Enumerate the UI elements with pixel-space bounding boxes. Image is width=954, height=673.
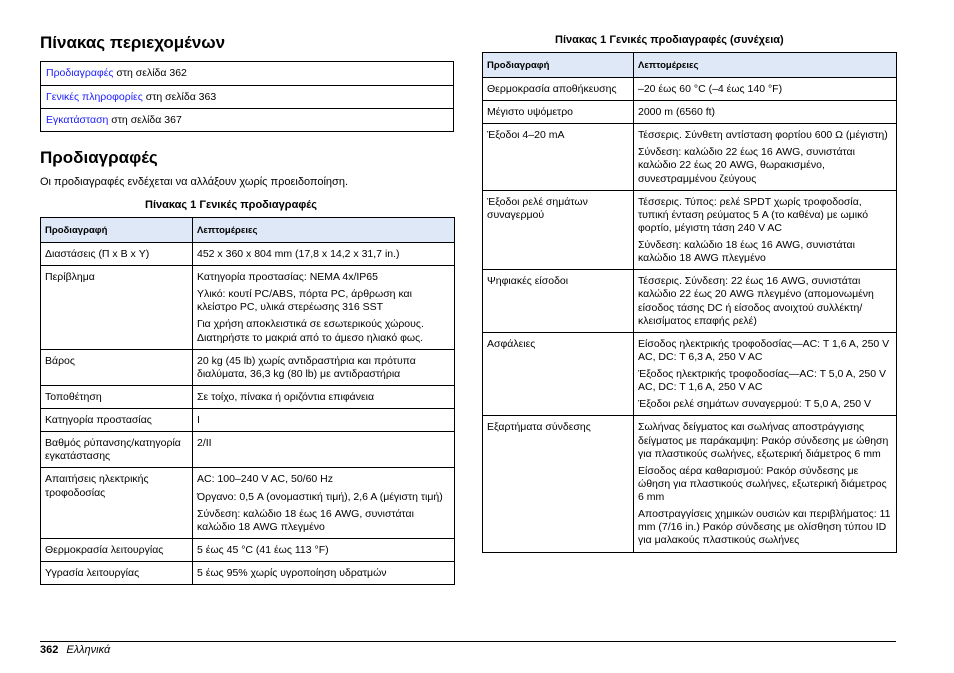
detail-line: Κατηγορία προστασίας: NEMA 4x/IP65 [197,271,378,283]
spec-name-cell: Έξοδοι 4–20 mA [483,124,634,191]
detail-line: 5 έως 95% χωρίς υγροποίηση υδρατμών [197,567,387,579]
page-number: 362 [40,644,59,656]
spec-name-cell: Βαθμός ρύπανσης/κατηγορία εγκατάστασης [41,432,193,468]
table-row [483,416,897,552]
detail-line: –20 έως 60 °C (–4 έως 140 °F) [638,82,783,95]
table-caption-left: Πίνακας 1 Γενικές προδιαγραφές [145,199,317,211]
spec-name-cell: Διαστάσεις (Π x Β x Υ) [41,242,193,265]
spec-details-cell [193,242,455,265]
detail-line: Είσοδος αέρα καθαρισμού: Ρακόρ σύνδεσης με ώθηση για πλαστικούς σωλήνες, εξωτερική διάμετρος 6 mm [638,464,887,503]
table-row [41,242,455,265]
spec-name-cell: Περίβλημα [41,266,193,350]
detail-line: Σύνδεση: καλώδιο 18 έως 16 AWG, συνιστάται καλώδιο 18 AWG πλεγμένο [638,239,855,265]
detail-line: Τέσσερις. Σύνδεση: 22 έως 16 AWG, συνιστάται καλώδιο 22 έως 20 AWG πλεγμένο (απομονωμένη είσοδος τάσης DC ή είσοδος ανοιχτού συλλέκτη/κλεισίματος επαφής ρελέ) [638,275,874,327]
header-details: Λεπτομέρειες [634,53,897,78]
table-row [41,562,455,585]
footer-language: Ελληνικά [66,644,111,656]
spec-name-cell: Ασφάλειες [483,332,634,416]
detail-line: Σύνδεση: καλώδιο 22 έως 16 AWG, συνιστάται καλώδιο 22 έως 20 AWG, θωρακισμένο, συνεστραμμένου ζεύγους [638,146,855,185]
spec-details-cell [634,270,897,333]
detail-line: 452 x 360 x 804 mm (17,8 x 14,2 x 31,7 in.) [197,247,400,260]
spec-details-cell [193,562,455,585]
table-row [483,101,897,124]
table-row [483,190,897,270]
toc-item-page: στη σελίδα 362 [113,67,187,79]
table-row [41,468,455,539]
toc-link-installation[interactable]: Εγκατάσταση [46,114,109,126]
table-row [483,77,897,100]
detail-line: Αποστραγγίσεις χημικών ουσιών και περιβλήματος: 11 mm (7/16 in.) Ρακόρ σύνδεσης με ολίσθηση τύπου ID για μαλακούς πλαστικούς σωλήνες [638,508,891,547]
detail-line: Για χρήση αποκλειστικά σε εσωτερικούς χώρους. Διατηρήστε το μακριά από το άμεσο ηλιακό φως. [197,318,424,344]
detail-line: Έξοδοι ρελέ σημάτων συναγερμού: T 5,0 A, 250 V [638,398,871,411]
spec-name-cell: Τοποθέτηση [41,385,193,408]
detail-line: Υλικό: κουτί PC/ABS, πόρτα PC, άρθρωση και κλείστρο PC, υλικά στερέωσης 316 SST [197,288,412,314]
table-row [483,124,897,191]
spec-name-cell: Βάρος [41,349,193,385]
spec-details-cell [634,416,897,552]
spec-details-cell [634,124,897,191]
table-header-row [41,218,455,243]
intro-text: Οι προδιαγραφές ενδέχεται να αλλάξουν χωρίς προειδοποίηση. [40,176,348,188]
spec-name-cell: Υγρασία λειτουργίας [41,562,193,585]
detail-line: Έξοδος ηλεκτρικής τροφοδοσίας—AC: T 5,0 A, 250 V AC, DC: T 1,6 A, 250 V AC [638,368,887,394]
toc-item-page: στη σελίδα 363 [142,91,217,103]
spec-details-cell [193,385,455,408]
spec-name-cell: Απαιτήσεις ηλεκτρικής τροφοδοσίας [41,468,193,539]
detail-line: Σε τοίχο, πίνακα ή οριζόντια επιφάνεια [197,390,375,403]
spec-details-cell [193,468,455,539]
table-row [41,432,455,468]
toc-link-specifications[interactable]: Προδιαγραφές [46,67,114,79]
spec-details-cell [193,349,455,385]
table-row [41,409,455,432]
spec-name-cell: Θερμοκρασία λειτουργίας [41,538,193,561]
detail-line: 20 kg (45 lb) χωρίς αντιδραστήρια και πρότυπα διαλύματα, 36,3 kg (80 lb) με αντιδραστήρια [197,354,416,380]
page-footer [40,644,110,658]
section-title: Προδιαγραφές [40,148,158,167]
spec-name-cell: Μέγιστο υψόμετρο [483,101,634,124]
spec-table-right [482,52,897,553]
spec-details-cell [634,190,897,270]
spec-details-cell [634,77,897,100]
header-spec: Προδιαγραφή [483,53,634,78]
detail-line: I [197,414,200,426]
header-details: Λεπτομέρειες [193,218,455,243]
spec-details-cell [193,432,455,468]
header-spec: Προδιαγραφή [41,218,193,243]
table-header-row [483,53,897,78]
detail-line: AC: 100–240 V AC, 50/60 Hz [197,473,334,486]
spec-details-cell [193,409,455,432]
footer-divider [40,641,896,642]
detail-line: 2000 m (6560 ft) [638,106,716,118]
spec-name-cell: Έξοδοι ρελέ σημάτων συναγερμού [483,190,634,270]
detail-line: Όργανο: 0,5 A (ονομαστική τιμή), 2,6 A (μέγιστη τιμή) [197,490,443,503]
toc-box [40,61,454,132]
spec-name-cell: Εξαρτήματα σύνδεσης [483,416,634,552]
spec-name-cell: Ψηφιακές είσοδοι [483,270,634,333]
detail-line: 5 έως 45 °C (41 έως 113 °F) [197,543,329,556]
spec-details-cell [634,332,897,416]
toc-item [41,108,453,131]
detail-line: Τέσσερις. Σύνθετη αντίσταση φορτίου 600 Ω (μέγιστη) [638,129,888,142]
table-row [483,270,897,333]
detail-line: Σωλήνας δείγματος και σωλήνας αποστράγγισης δείγματος με παράκαμψη: Ρακόρ σύνδεσης με ώθηση για πλαστικούς σωλήνες, εξωτερική διάμετρος 6 mm [638,421,889,460]
spec-name-cell: Θερμοκρασία αποθήκευσης [483,77,634,100]
detail-line: Τέσσερις. Τύπος: ρελέ SPDT χωρίς τροφοδοσία, τυπική ένταση ρεύματος 5 A (το καθένα) με ωμικό φορτίο, μέγιστη τάση 240 V AC [638,195,869,234]
table-caption-right: Πίνακας 1 Γενικές προδιαγραφές (συνέχεια) [555,34,784,46]
spec-table-left [40,217,455,585]
toc-link-general-information[interactable]: Γενικές πληροφορίες [46,91,143,103]
table-row [41,349,455,385]
spec-details-cell [634,101,897,124]
toc-item [41,85,453,108]
detail-line: Είσοδος ηλεκτρικής τροφοδοσίας—AC: T 1,6 A, 250 V AC, DC: T 6,3 A, 250 V AC [638,337,890,363]
table-row [41,385,455,408]
spec-name-cell: Κατηγορία προστασίας [41,409,193,432]
table-row [41,538,455,561]
spec-details-cell [193,538,455,561]
toc-item [41,62,453,85]
detail-line: Σύνδεση: καλώδιο 18 έως 16 AWG, συνιστάται καλώδιο 18 AWG πλεγμένο [197,507,414,533]
detail-line: 2/II [197,437,212,450]
spec-details-cell [193,266,455,350]
toc-item-page: στη σελίδα 367 [108,114,182,126]
table-row [483,332,897,416]
toc-title: Πίνακας περιεχομένων [40,33,226,52]
table-row [41,266,455,350]
